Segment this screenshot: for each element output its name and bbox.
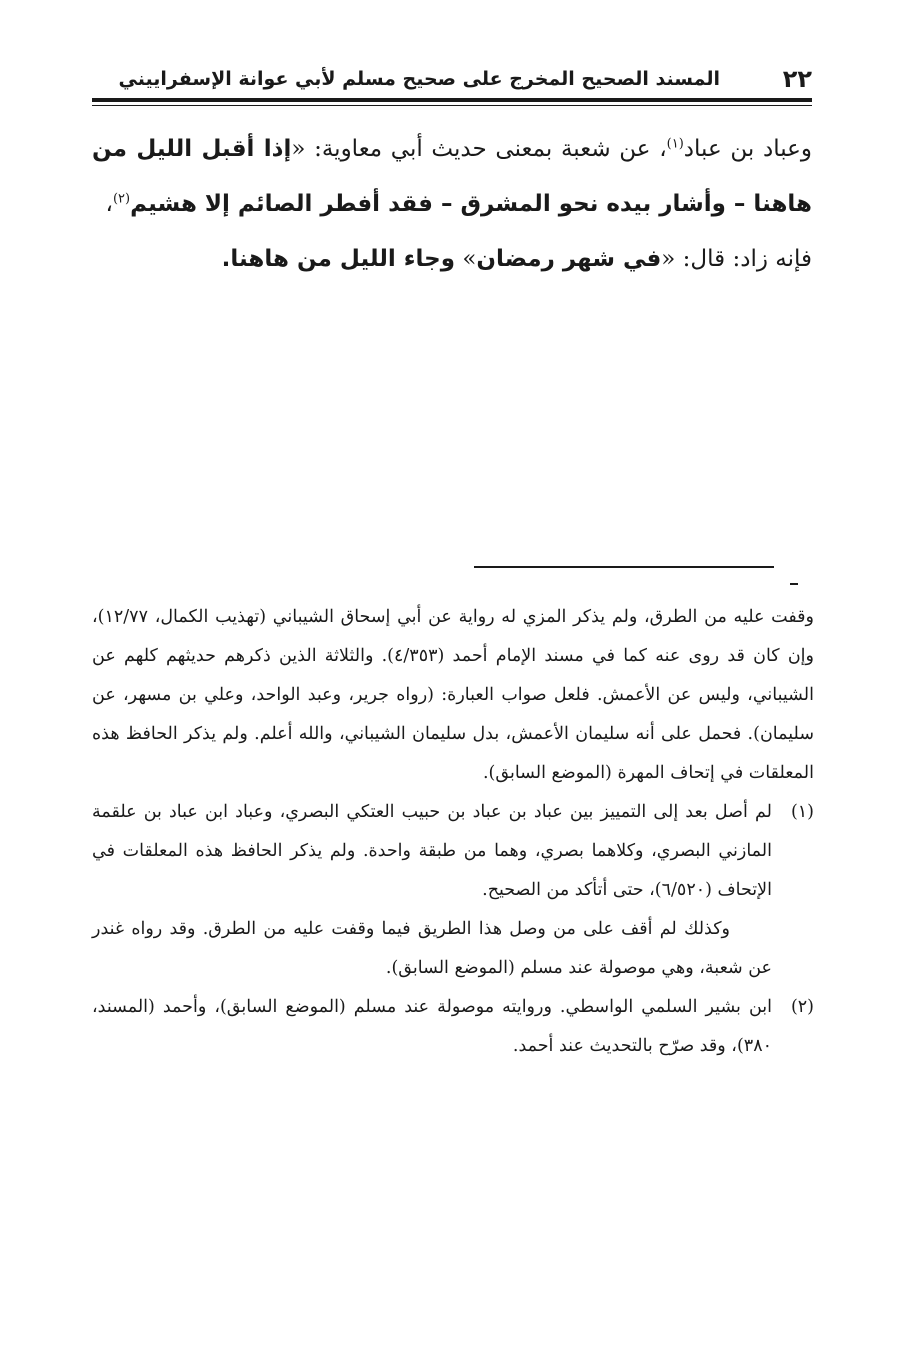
hadith-text: في شهر رمضان xyxy=(476,246,662,272)
footnote-1 xyxy=(92,793,814,910)
footnote-number: (٢) xyxy=(790,997,814,1017)
main-text-span: وعباد بن عباد xyxy=(683,136,812,162)
main-text-span: فإنه زاد: قال: « xyxy=(661,246,812,272)
footnote-text: لم أصل بعد إلى التمييز بين عباد بن عباد بن حبيب العتكي البصري، وعباد ابن عباد بن علقمة المازني البصري، وكلاهما بصري، وهما من طبقة واحدة. ولم يذكر الحافظ هذه المعلقات في الإتحاف (٦/٥٢٠)، حتى أتأكد من الصحيح. xyxy=(92,802,772,900)
footnote-number: (١) xyxy=(790,802,814,822)
footnote-text: ابن بشير السلمي الواسطي. وروايته موصولة عند مسلم (الموضع السابق)، وأحمد (المسند، ٣٨٠)، وقد صرّح بالتحديث عند أحمد. xyxy=(92,997,772,1056)
footnote-2 xyxy=(92,988,814,1066)
main-text-span: » xyxy=(455,246,477,272)
footnote-separator xyxy=(474,566,774,568)
running-title: المسند الصحيح المخرج على صحيح مسلم لأبي عوانة الإسفراييني xyxy=(118,68,720,90)
hadith-text: إذا أقبل الليل من هاهنا – وأشار بيده نحو المشرق – فقد أفطر الصائم إلا هشيم xyxy=(92,136,812,217)
running-header xyxy=(92,62,812,96)
footnote-ref-2: (٢) xyxy=(112,191,131,207)
hadith-text: وجاء الليل من هاهنا. xyxy=(221,246,456,272)
footnotes xyxy=(92,598,814,1066)
footnote-continuation: وقفت عليه من الطرق، ولم يذكر المزي له رواية عن أبي إسحاق الشيباني (تهذيب الكمال، ١٢/٧٧)، وإن كان قد روى عنه كما في مسند الإمام أحمد (٤/٣٥٣). والثلاثة الذين ذكرهم حديثهم كلهم عن الشيباني، وليس عن الأعمش. فلعل صواب العبارة: (رواه جرير، وعبد الواحد، وعلي بن مسهر، عن سليمان). فحمل على أنه سليمان الأعمش، بدل سليمان الشيباني، والله أعلم. ولم يذكر الحافظ هذه المعلقات في إتحاف المهرة (الموضع السابق). xyxy=(92,607,814,783)
footnote-ref-1: (١) xyxy=(666,136,684,152)
main-text-span: ، عن شعبة بمعنى حديث أبي معاوية: « xyxy=(291,136,667,162)
header-rule-thin xyxy=(92,105,812,106)
main-text xyxy=(92,122,812,287)
footnote-1-paragraph-2: وكذلك لم أقف على من وصل هذا الطريق فيما وقفت عليه من الطرق. وقد رواه غندر عن شعبة، وهي موصولة عند مسلم (الموضع السابق). xyxy=(92,919,772,978)
page-number: ٢٢ xyxy=(782,65,812,93)
main-text-span: ، xyxy=(105,191,113,217)
header-rule-thick xyxy=(92,98,812,102)
footnote-continuation-mark xyxy=(790,583,798,585)
